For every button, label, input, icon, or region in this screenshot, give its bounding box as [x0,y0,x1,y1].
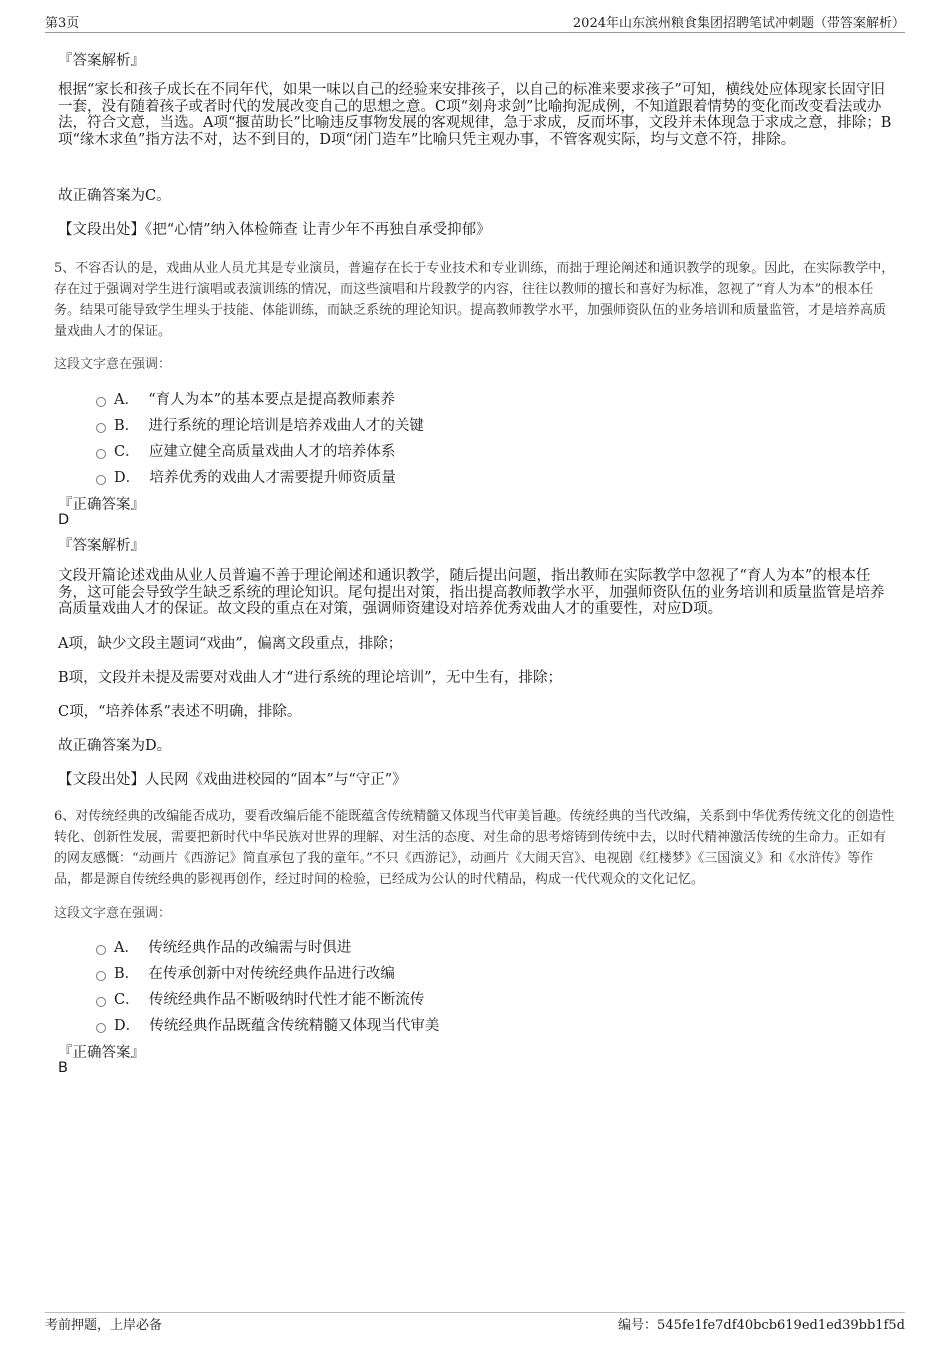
q4-conclusion: 故正确答案为C。 [58,188,171,204]
radio-icon[interactable] [96,945,106,955]
q5-analysis-text: 文段开篇论述戏曲从业人员普遍不善于理论阐述和通识教学，随后提出问题，指出教师在实际教学中忽视了“育人为本”的根本任务，这可能会导致学生缺乏系统的理论知识。尾句提出对策，指出提高教师教学水平，加强师资队伍的业务培训和质量监管是培养高质量戏曲人才的保证。故文段的重点在对策，强调师资建设对培养优秀戏曲人才的重要性，对应D项。 [58,568,885,617]
radio-icon[interactable] [96,475,106,485]
footer-divider [45,1312,905,1313]
q5-source: 【文段出处】人民网《戏曲进校园的“固本”与“守正”》 [58,772,407,788]
option-letter: A． [114,940,139,956]
q5-prompt: 这段文字意在强调： [54,357,172,372]
q4-source: 【文段出处】《把“心情”纳入体检筛查 让青少年不再独自承受抑郁》 [58,222,491,238]
option-letter: B． [114,966,140,982]
radio-icon[interactable] [96,971,106,981]
radio-icon[interactable] [96,423,106,433]
q5-option-a[interactable] [96,388,395,408]
q5-question-text: 5、不容否认的是，戏曲从业人员尤其是专业演员，普遍存在长于专业技术和专业训练，而拙于理论阐述和通识教学的现象。因此，在实际教学中，存在过于强调对学生进行演唱或表演训练的情况，而这些演唱和片段教学的内容，往往以教师的擅长和喜好为标准，忽视了“育人为本”的根本任务。结果可能导致学生埋头于技能、体能训练，而缺乏系统的理论知识。提高教师教学水平，加强师资队伍的业务培训和质量监管，才是培养高质量戏曲人才的保证。 [54,261,895,339]
q4-analysis-label: 『答案解析』 [58,53,145,69]
q5-note-c: C项，“培养体系”表述不明确，排除。 [58,704,302,720]
option-letter: A． [114,392,139,408]
q5-answer: D [58,512,70,528]
q6-option-b[interactable] [96,962,395,982]
option-letter: C． [114,444,140,460]
q5-option-d[interactable] [96,466,396,486]
q5-note-b: B项，文段并未提及需要对戏曲人才“进行系统的理论培训”，无中生有，排除； [58,670,562,686]
option-text: “育人为本”的基本要点是提高教师素养 [148,392,396,408]
q5-option-b[interactable] [96,414,424,434]
option-text: 培养优秀的戏曲人才需要提升师资质量 [149,470,396,486]
option-text: 进行系统的理论培训是培养戏曲人才的关键 [148,418,424,434]
footer-doc-id: 编号：545fe1fe7df40bcb619ed1ed39bb1f5d [618,1318,905,1333]
option-text: 传统经典作品不断吸纳时代性才能不断流传 [148,992,425,1008]
q6-answer-label: 『正确答案』 [58,1045,145,1061]
q5-answer-label: 『正确答案』 [58,497,145,513]
q6-question-text: 6、对传统经典的改编能否成功，要看改编后能不能既蕴含传统精髓又体现当代审美旨趣。传统经典的当代改编，关系到中华优秀传统文化的创造性转化、创新性发展，需要把新时代中华民族对世界的理解、对生活的态度、对生命的思考熔铸到传统中去，以时代精神激活传统的生命力。正如有的网友感慨：“动画片《西游记》简直承包了我的童年。”不只《西游记》，动画片《大闹天宫》、电视剧《红楼梦》《三国演义》和《水浒传》等作品，都是源自传统经典的影视再创作，经过时间的检验，已经成为公认的时代精品，构成一代代观众的文化记忆。 [54,809,895,887]
q4-analysis-text: 根据“家长和孩子成长在不同年代，如果一味以自己的经验来安排孩子，以自己的标准来要求孩子”可知，横线处应体现家长固守旧一套，没有随着孩子或者时代的发展改变自己的思想之意。C项“刻舟求剑”比喻拘泥成例，不知道跟着情势的变化而改变看法或办法，符合文意，当选。A项“揠苗助长”比喻违反事物发展的客观规律，急于求成，反而坏事，文段并未体现急于求成之意，排除；B项“缘木求鱼”指方法不对，达不到目的，D项“闭门造车”比喻只凭主观办事，不管客观实际，均与文意不符，排除。 [58,82,892,148]
page-number: 第3页 [45,16,80,31]
option-letter: C． [114,992,140,1008]
radio-icon[interactable] [96,397,106,407]
option-text: 传统经典作品的改编需与时俱进 [148,940,352,956]
option-text: 应建立健全高质量戏曲人才的培养体系 [148,444,396,460]
header-divider [45,32,905,33]
option-letter: B． [114,418,140,434]
footer-slogan: 考前押题，上岸必备 [45,1318,163,1333]
option-text: 传统经典作品既蕴含传统精髓又体现当代审美 [149,1018,440,1034]
option-letter: D． [114,1018,141,1034]
q6-option-a[interactable] [96,936,351,956]
radio-icon[interactable] [96,449,106,459]
q5-note-a: A项，缺少文段主题词“戏曲”，偏离文段重点，排除； [58,636,403,652]
q6-option-d[interactable] [96,1014,439,1034]
radio-icon[interactable] [96,997,106,1007]
option-text: 在传承创新中对传统经典作品进行改编 [148,966,395,982]
option-letter: D． [114,470,141,486]
q5-option-c[interactable] [96,440,395,460]
radio-icon[interactable] [96,1023,106,1033]
q6-answer: B [58,1060,68,1076]
q6-prompt: 这段文字意在强调： [54,906,172,921]
page-header [45,12,905,32]
q5-conclusion: 故正确答案为D。 [58,738,172,754]
document-title: 2024年山东滨州粮食集团招聘笔试冲刺题（带答案解析） [572,16,905,31]
q6-option-c[interactable] [96,988,424,1008]
q5-analysis-label: 『答案解析』 [58,538,145,554]
